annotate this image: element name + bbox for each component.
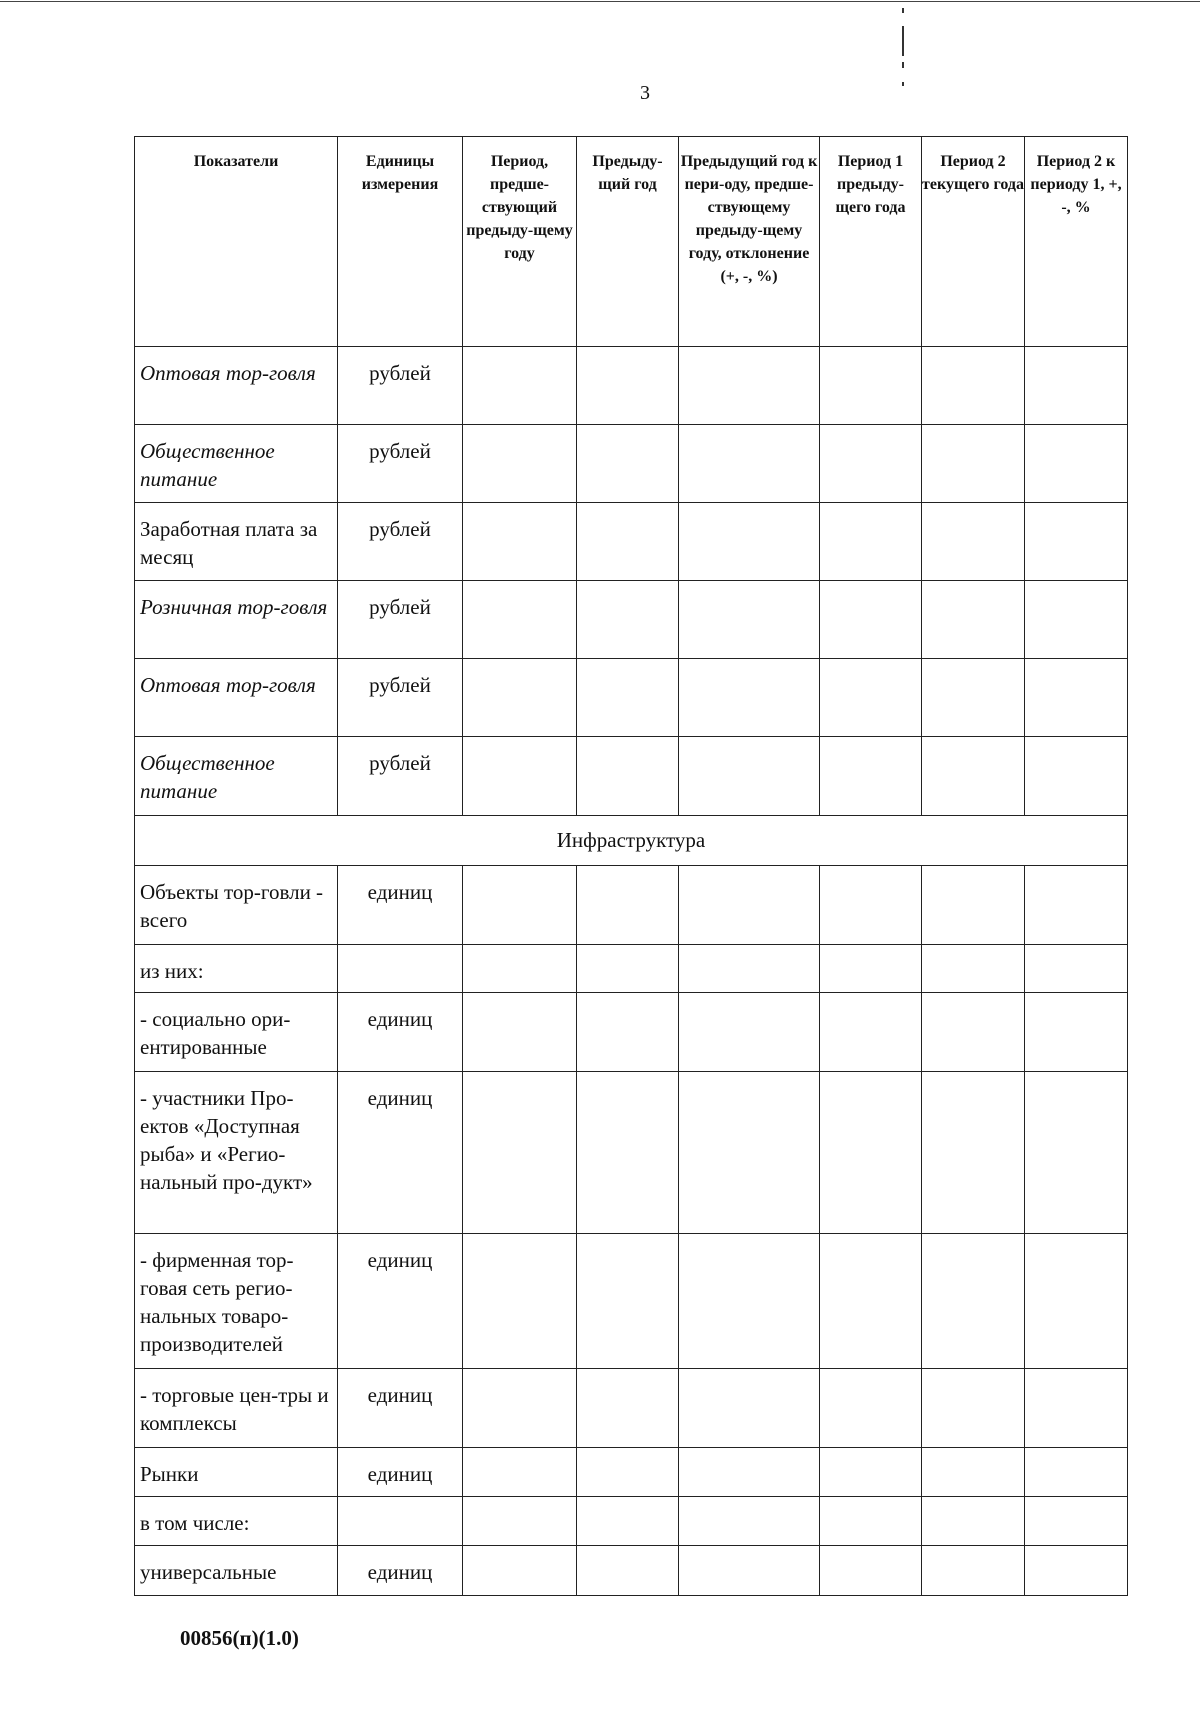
row-unit [338,945,463,993]
value-cell [679,1546,820,1596]
value-cell [922,659,1025,737]
row-label: Оптовая тор-говля [135,347,338,425]
row-unit: единиц [338,1448,463,1497]
value-cell [577,1369,679,1448]
value-cell [820,1497,922,1546]
value-cell [679,425,820,503]
row-label: Розничная тор-говля [135,581,338,659]
value-cell [922,866,1025,945]
value-cell [1025,659,1128,737]
value-cell [1025,1234,1128,1369]
value-cell [463,866,577,945]
value-cell [577,866,679,945]
indicators-table [134,136,1128,1596]
value-cell [1025,347,1128,425]
value-cell [1025,425,1128,503]
value-cell [577,737,679,816]
row-unit: рублей [338,581,463,659]
header-period-before-previous-year: Период, предше-ствующий предыду-щему году [463,137,577,347]
value-cell [1025,1369,1128,1448]
value-cell [820,581,922,659]
header-period-1-previous-year: Период 1 предыду-щего года [820,137,922,347]
row-unit: единиц [338,1072,463,1234]
value-cell [577,993,679,1072]
value-cell [1025,503,1128,581]
row-unit: единиц [338,866,463,945]
header-units: Единицы измерения [338,137,463,347]
value-cell [463,1497,577,1546]
value-cell [820,866,922,945]
value-cell [922,1448,1025,1497]
row-label: - фирменная тор-говая сеть регио-нальных товаро-производителей [135,1234,338,1369]
value-cell [577,1546,679,1596]
value-cell [577,1497,679,1546]
value-cell [922,1546,1025,1596]
table-row [135,737,1128,816]
row-label: Оптовая тор-говля [135,659,338,737]
header-period-2-current-year: Период 2 текущего года [922,137,1025,347]
row-unit: рублей [338,347,463,425]
value-cell [1025,1497,1128,1546]
row-label: - участники Про-ектов «Доступная рыба» и «Регио-нальный про-дукт» [135,1072,338,1234]
table-row [135,1546,1128,1596]
table-row [135,503,1128,581]
value-cell [577,503,679,581]
section-title-infrastructure: Инфраструктура [135,816,1128,866]
value-cell [577,659,679,737]
value-cell [820,1448,922,1497]
value-cell [679,1497,820,1546]
table-row [135,1369,1128,1448]
value-cell [463,659,577,737]
value-cell [463,737,577,816]
value-cell [820,503,922,581]
value-cell [577,945,679,993]
scan-mark [902,26,904,56]
table-row [135,581,1128,659]
scan-mark [902,8,904,13]
row-label: Общественное питание [135,737,338,816]
table-row [135,1234,1128,1369]
page-number: 3 [640,82,650,104]
value-cell [820,1369,922,1448]
table-header-row [135,137,1128,347]
value-cell [679,503,820,581]
table-row [135,866,1128,945]
scan-mark [902,62,904,68]
value-cell [1025,945,1128,993]
header-indicators: Показатели [135,137,338,347]
value-cell [922,581,1025,659]
value-cell [463,1234,577,1369]
value-cell [679,581,820,659]
table-row [135,993,1128,1072]
value-cell [577,347,679,425]
row-label: - торговые цен-тры и комплексы [135,1369,338,1448]
table-row [135,1448,1128,1497]
row-unit: рублей [338,659,463,737]
value-cell [922,1072,1025,1234]
value-cell [679,945,820,993]
value-cell [463,1072,577,1234]
value-cell [577,581,679,659]
table-row [135,425,1128,503]
row-unit [338,1497,463,1546]
value-cell [1025,1072,1128,1234]
value-cell [1025,993,1128,1072]
form-code: 00856(п)(1.0) [180,1626,299,1650]
value-cell [1025,1448,1128,1497]
value-cell [922,737,1025,816]
value-cell [577,1072,679,1234]
row-label: в том числе: [135,1497,338,1546]
value-cell [922,503,1025,581]
row-label: Объекты тор-говли - всего [135,866,338,945]
value-cell [463,347,577,425]
value-cell [820,1234,922,1369]
table-row [135,347,1128,425]
value-cell [463,425,577,503]
value-cell [922,945,1025,993]
row-unit: единиц [338,993,463,1072]
value-cell [679,866,820,945]
header-period-2-vs-period-1: Период 2 к периоду 1, +, -, % [1025,137,1128,347]
value-cell [1025,581,1128,659]
value-cell [577,1234,679,1369]
value-cell [1025,1546,1128,1596]
value-cell [922,993,1025,1072]
row-label: из них: [135,945,338,993]
value-cell [463,1448,577,1497]
row-unit: единиц [338,1369,463,1448]
value-cell [820,737,922,816]
row-unit: единиц [338,1234,463,1369]
scan-border-line [0,1,1200,2]
table-row [135,1072,1128,1234]
row-label: - социально ори-ентированные [135,993,338,1072]
header-previous-year: Предыду-щий год [577,137,679,347]
table-row [135,945,1128,993]
value-cell [463,993,577,1072]
value-cell [577,425,679,503]
row-unit: рублей [338,503,463,581]
value-cell [820,1072,922,1234]
value-cell [922,1369,1025,1448]
row-label: Общественное питание [135,425,338,503]
value-cell [679,1234,820,1369]
value-cell [820,945,922,993]
row-label: Заработная плата за месяц [135,503,338,581]
value-cell [679,659,820,737]
value-cell [1025,737,1128,816]
value-cell [679,1369,820,1448]
value-cell [463,945,577,993]
value-cell [679,1448,820,1497]
value-cell [679,347,820,425]
value-cell [820,993,922,1072]
value-cell [679,737,820,816]
value-cell [922,1497,1025,1546]
value-cell [679,993,820,1072]
row-unit: рублей [338,737,463,816]
value-cell [922,425,1025,503]
value-cell [463,1546,577,1596]
table-row [135,1497,1128,1546]
value-cell [679,1072,820,1234]
value-cell [922,347,1025,425]
row-label: Рынки [135,1448,338,1497]
value-cell [463,503,577,581]
section-row [135,816,1128,866]
row-label: универсальные [135,1546,338,1596]
value-cell [463,1369,577,1448]
header-previous-year-deviation: Предыдущий год к пери-оду, предше-ствующему предыду-щему году, отклонение (+, -, %) [679,137,820,347]
value-cell [820,659,922,737]
value-cell [577,1448,679,1497]
row-unit: единиц [338,1546,463,1596]
value-cell [820,425,922,503]
value-cell [820,1546,922,1596]
table-row [135,659,1128,737]
value-cell [820,347,922,425]
row-unit: рублей [338,425,463,503]
value-cell [463,581,577,659]
value-cell [1025,866,1128,945]
value-cell [922,1234,1025,1369]
